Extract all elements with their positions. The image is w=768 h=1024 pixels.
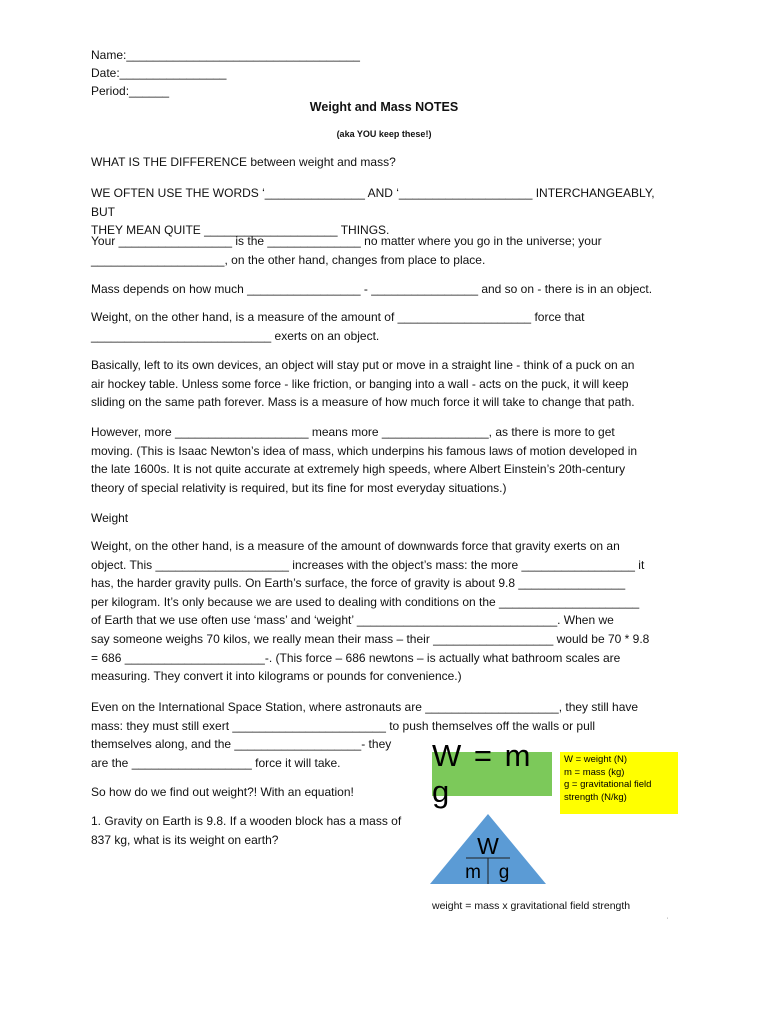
formula-key (560, 752, 678, 814)
triangle-right-label: g (498, 862, 510, 883)
weight-measure-paragraph: Weight, on the other hand, is a measure of the amount of ____________________ force that ___________________________ exerts on an object. (91, 310, 585, 343)
formula-box (432, 738, 552, 809)
formula-triangle (428, 812, 548, 886)
document-title: Weight and Mass NOTES (309, 100, 459, 114)
iss-paragraph: Even on the International Space Station, where astronauts are ____________________, they still have mass: they must still exert _______________________ to push themselves off the walls or pull themselves along, and the ___________________- they are the __________________ force it will take. (91, 700, 639, 770)
key-weight: W = weight (N) (564, 754, 628, 765)
mass-depends-paragraph: Mass depends on how much _________________ - ________________ and so on - there is in an object. (91, 282, 653, 296)
basically-paragraph: Basically, left to its own devices, an object will stay put or move in a straight line - think of a puck on an air hockey table. Unless some force - like friction, or banging into a wall - acts on the puck, it will keep sliding on the same path forever. Mass is a measure of how much force it will take to change that path. (91, 358, 635, 410)
your-paragraph: Your _________________ is the ______________ no matter where you go in the universe; your ____________________, on the other hand, changes from place to place. (91, 234, 602, 267)
name-field[interactable]: Name:___________________________________ (91, 48, 360, 62)
triangle-top-label: W (477, 833, 499, 859)
formula-equation: W = m g (432, 738, 533, 809)
however-paragraph: However, more ____________________ means more ________________, as there is more to get moving. (This is Isaac Newton’s idea of mass, which underpins his famous laws of motion developed in the late 1600s. It is not quite accurate at extremely high speeds, where Albert Einstein’s 20th-century theory of special relativity is required, but its fine for most everyday situations.) (91, 425, 638, 495)
formula-caption: weight = mass x gravitational field strength (432, 900, 631, 912)
weight-heading: Weight (91, 511, 129, 525)
key-gravity: g = gravitational field strength (N/kg) (564, 779, 652, 803)
stray-mark: ' (667, 918, 669, 924)
document-subtitle: (aka YOU keep these!) (336, 129, 432, 139)
words-paragraph: WE OFTEN USE THE WORDS ‘_______________ AND ‘____________________ INTERCHANGEABLY, BUT THEY MEAN QUITE ____________________ THINGS. (91, 186, 655, 238)
triangle-left-label: m (465, 862, 481, 883)
period-field[interactable]: Period:______ (91, 84, 170, 98)
question-paragraph: WHAT IS THE DIFFERENCE between weight and mass? (91, 155, 396, 169)
question-1: 1. Gravity on Earth is 9.8. If a wooden block has a mass of 837 kg, what is its weight on earth? (91, 814, 402, 847)
key-mass: m = mass (kg) (564, 766, 625, 778)
weight-paragraph: Weight, on the other hand, is a measure of the amount of downwards force that gravity exerts on an object. This ____________________ increases with the object’s mass: the more _________________ it has, the harder gravity pulls. On Earth’s surface, the force of gravity is about 9.8 ________________ per kilogram. It’s only because we are used to dealing with conditions on the _____________________ of Earth that we use often use ‘mass’ and ‘weight’ ______________________________. When we say someone weighs 70 kilos, we really mean their mass – their __________________ would be 70 * 9.8 = 686 _____________________-. (This force – 686 newtons – is actually what bathroom scales are measuring. They convert it into kilograms or pounds for convenience.) (91, 539, 650, 684)
so-how-paragraph: So how do we find out weight?! With an equation! (91, 785, 354, 799)
date-field[interactable]: Date:________________ (91, 66, 227, 80)
